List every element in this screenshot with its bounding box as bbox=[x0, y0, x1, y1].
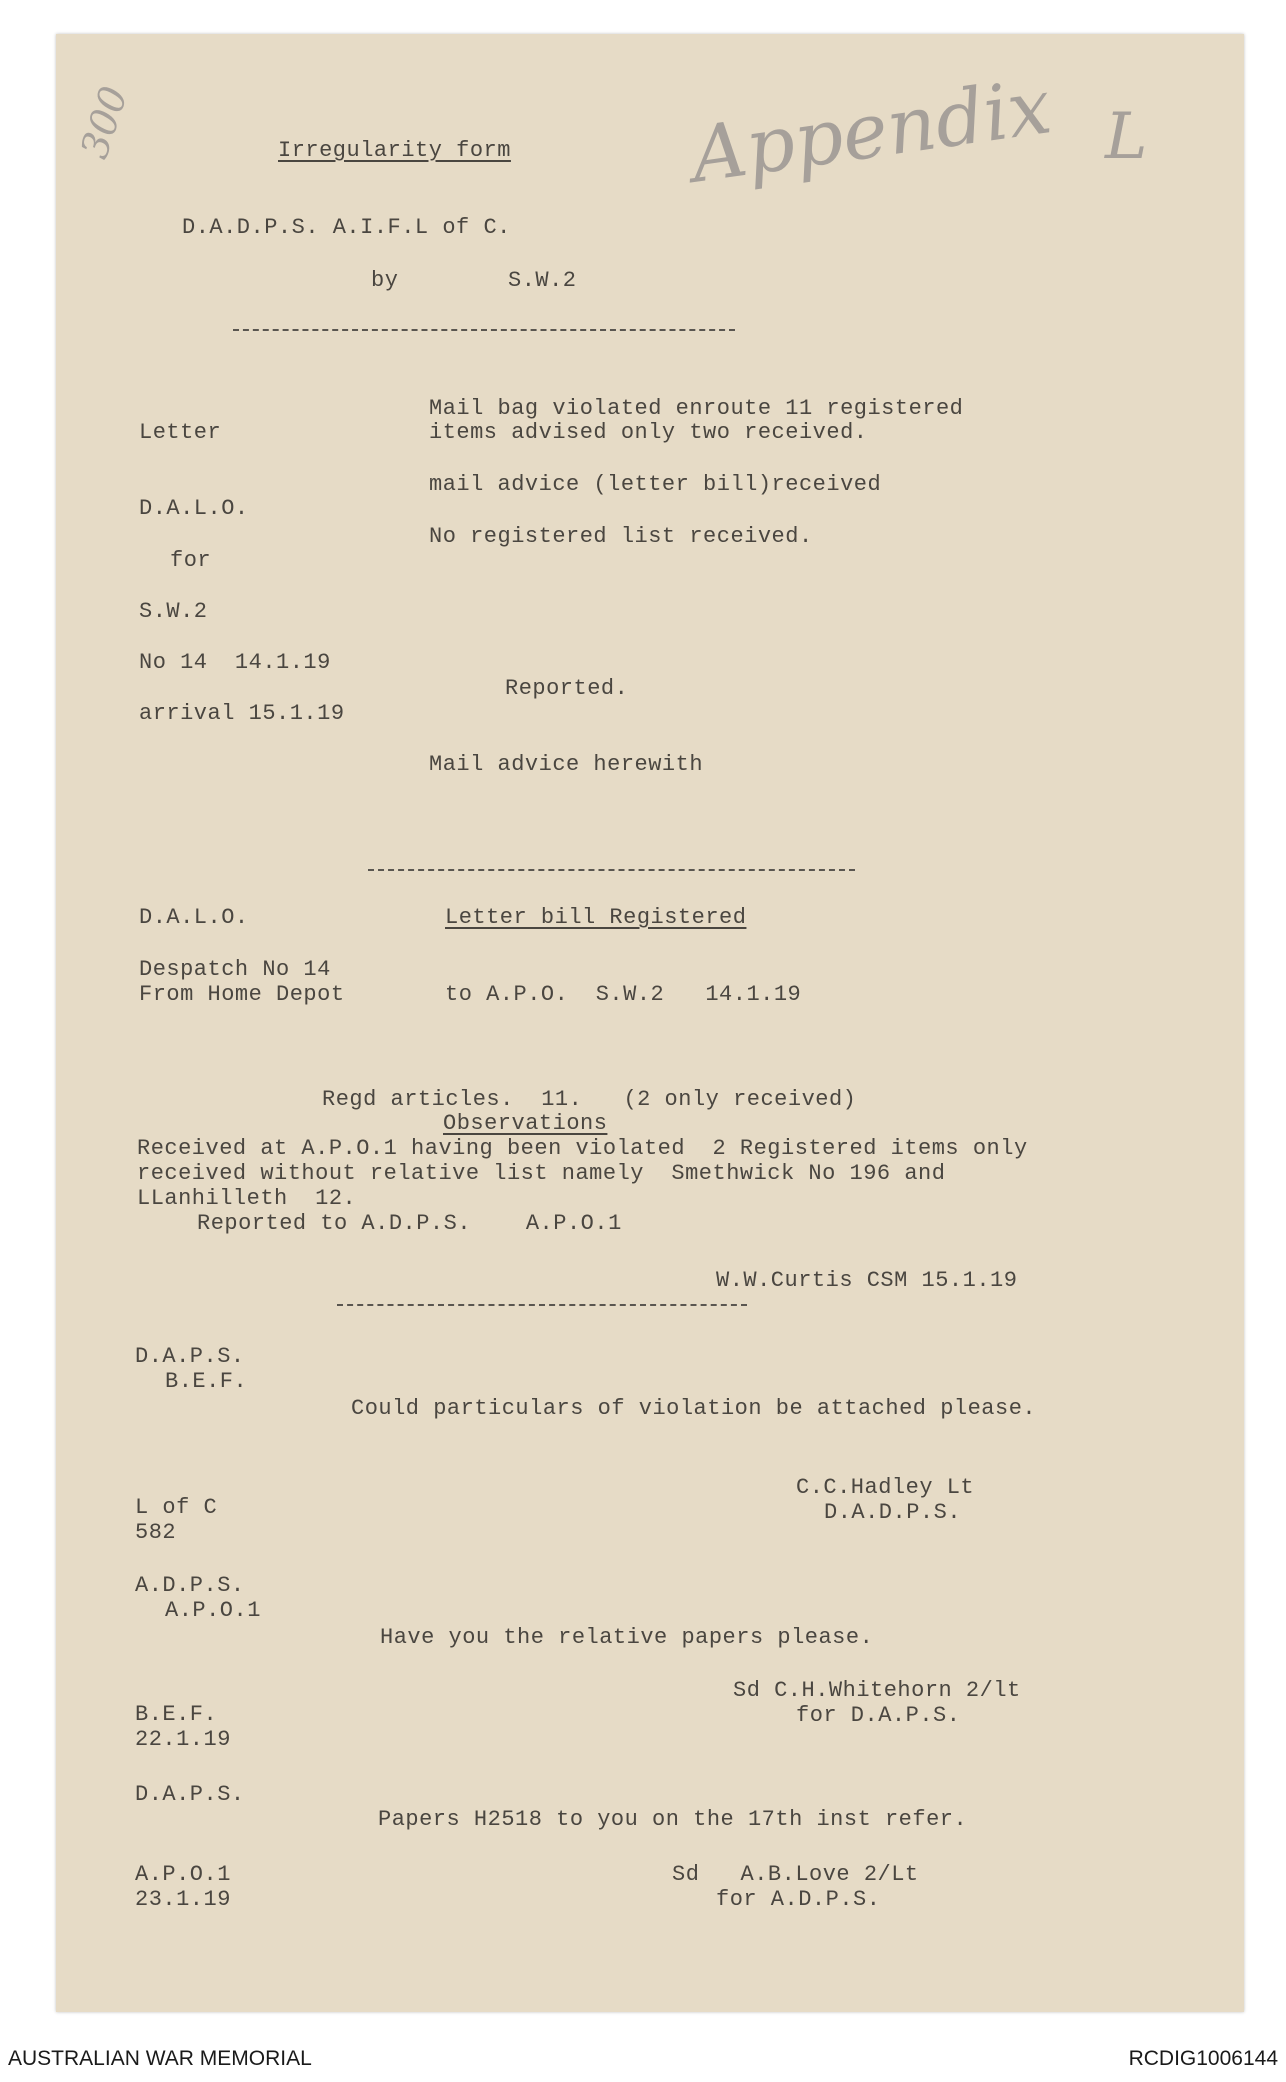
section2-left-0: D.A.L.O. bbox=[139, 905, 249, 930]
obs-line-1: received without relative list namely Smethwick No 196 and bbox=[137, 1161, 946, 1186]
whitehorn-signature: Sd C.H.Whitehorn 2/lt bbox=[733, 1678, 1021, 1703]
whitehorn-title: for D.A.P.S. bbox=[796, 1703, 961, 1728]
by-label: by bbox=[371, 268, 399, 293]
footer-record-id: RCDIG1006144 bbox=[1128, 2047, 1278, 2070]
obs-line-0: Received at A.P.O.1 having been violated 2 Registered items only bbox=[137, 1136, 1028, 1161]
section1-right-5: Mail advice herewith bbox=[429, 752, 704, 777]
observations-title: Observations bbox=[443, 1111, 608, 1136]
section1-left-5: arrival 15.1.19 bbox=[139, 701, 345, 726]
addressee-line: D.A.D.P.S. A.I.F.L of C. bbox=[182, 215, 511, 240]
section4-message: Have you the relative papers please. bbox=[380, 1625, 874, 1650]
section5-ref-1: 23.1.19 bbox=[135, 1887, 231, 1912]
section4-addr-1: A.P.O.1 bbox=[165, 1598, 261, 1623]
letter-bill-title: Letter bill Registered bbox=[445, 905, 747, 930]
section5-ref-0: A.P.O.1 bbox=[135, 1862, 231, 1887]
page-number: 300 bbox=[72, 81, 137, 164]
section1-right-1: items advised only two received. bbox=[429, 420, 868, 445]
hadley-title: D.A.D.P.S. bbox=[824, 1500, 962, 1525]
section1-right-3: No registered list received. bbox=[429, 524, 813, 549]
form-title: Irregularity form bbox=[278, 138, 511, 163]
section2-left-1: Despatch No 14 bbox=[139, 957, 331, 982]
curtis-signature: W.W.Curtis CSM 15.1.19 bbox=[716, 1268, 1018, 1293]
appendix-label: Appendix bbox=[685, 61, 1057, 200]
footer-institution: AUSTRALIAN WAR MEMORIAL bbox=[8, 2047, 312, 2070]
section1-left-3: S.W.2 bbox=[139, 599, 208, 624]
by-value: S.W.2 bbox=[508, 268, 577, 293]
section3-message: Could particulars of violation be attached please. bbox=[351, 1396, 1037, 1421]
hadley-signature: C.C.Hadley Lt bbox=[796, 1475, 975, 1500]
section1-left-4: No 14 14.1.19 bbox=[139, 650, 331, 675]
section3-addr-0: D.A.P.S. bbox=[135, 1344, 245, 1369]
section4-ref-0: B.E.F. bbox=[135, 1702, 218, 1727]
obs-line-3: Reported to A.D.P.S. A.P.O.1 bbox=[197, 1211, 622, 1236]
section4-ref-1: 22.1.19 bbox=[135, 1727, 231, 1752]
section5-addr-0: D.A.P.S. bbox=[135, 1782, 245, 1807]
section1-right-2: mail advice (letter bill)received bbox=[429, 472, 882, 497]
appendix-letter: L bbox=[1105, 100, 1148, 174]
section1-left-0: Letter bbox=[139, 420, 222, 445]
section1-left-2: for bbox=[170, 548, 212, 573]
section1-right-0: Mail bag violated enroute 11 registered bbox=[429, 396, 964, 421]
love-title: for A.D.P.S. bbox=[716, 1887, 881, 1912]
to-line: to A.P.O. S.W.2 14.1.19 bbox=[445, 982, 802, 1007]
love-signature: Sd A.B.Love 2/Lt bbox=[672, 1862, 919, 1887]
divider-2 bbox=[368, 869, 855, 871]
section1-right-4: Reported. bbox=[505, 676, 629, 701]
section3-addr-1: B.E.F. bbox=[165, 1369, 248, 1394]
section1-left-1: D.A.L.O. bbox=[139, 496, 249, 521]
divider-1 bbox=[233, 329, 735, 331]
divider-3 bbox=[337, 1304, 747, 1306]
section5-message: Papers H2518 to you on the 17th inst refer. bbox=[378, 1807, 968, 1832]
obs-line-2: LLanhilleth 12. bbox=[137, 1186, 357, 1211]
section2-left-2: From Home Depot bbox=[139, 982, 345, 1007]
section3-ref-1: 582 bbox=[135, 1520, 177, 1545]
regd-line: Regd articles. 11. (2 only received) bbox=[322, 1087, 857, 1112]
section3-ref-0: L of C bbox=[135, 1495, 218, 1520]
section4-addr-0: A.D.P.S. bbox=[135, 1573, 245, 1598]
